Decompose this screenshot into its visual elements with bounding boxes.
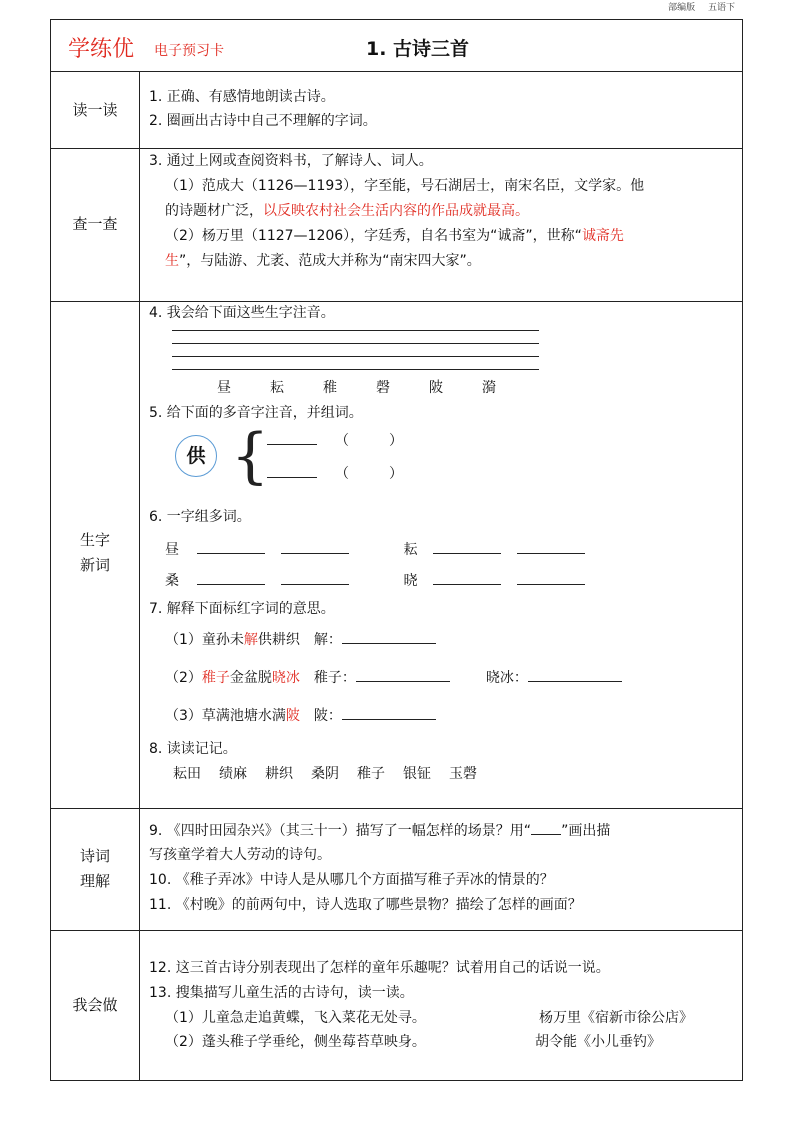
- section-label-poem: 诗词 理解: [79, 847, 110, 890]
- card-subtitle: 电子预习卡: [154, 43, 224, 59]
- fan-chengda-line-1: （1）范成大（1126—1193），字至能，号石湖居士，南宋名臣，文学家。他: [165, 178, 645, 194]
- question-9-cont: 写孩童学着大人劳动的诗句。: [149, 847, 331, 863]
- yang-wanli-line-2: [149, 251, 481, 271]
- poem-source-1: 杨万里《宿新市徐公店》: [539, 1010, 693, 1026]
- pinyin-line: [172, 343, 539, 344]
- polyphone-character: 供: [175, 435, 217, 477]
- yang-highlight: 诚斋先: [581, 228, 624, 244]
- question-10: 10. 《稚子弄冰》中诗人是从哪几个方面描写稚子弄冰的情景的？: [149, 872, 554, 888]
- polyphone-blank-1: （ ）: [267, 430, 403, 451]
- fan-chengda-line-2: [149, 201, 529, 221]
- row-divider: [51, 930, 742, 931]
- row-divider: [51, 301, 742, 302]
- section-vocab-content: [149, 303, 730, 803]
- explain-1: （1）童孙未解供耕织 解：: [149, 629, 436, 650]
- pinyin-line: [172, 330, 539, 331]
- poem-source-2: 胡令能《小儿垂钓》: [535, 1034, 661, 1050]
- poem-line-1: （1）儿童急走追黄蝶，飞入菜花无处寻。: [165, 1010, 426, 1026]
- read-item-1: 1. 正确、有感情地朗读古诗。: [149, 89, 335, 105]
- explain-2: （2）稚子金盆脱晓冰 稚子： 晓冰：: [149, 667, 622, 688]
- fan-text: 的诗题材广泛，: [165, 203, 263, 219]
- question-6: 6. 一字组多词。: [149, 509, 251, 525]
- fan-highlight: 以反映农村社会生活内容的作品成就最高。: [263, 203, 529, 219]
- group-row-1: [165, 539, 585, 560]
- section-label-check: 查一查: [72, 215, 118, 233]
- edition-label: 部编版: [668, 3, 696, 13]
- group-row-2: [165, 570, 585, 591]
- char: 磬: [376, 380, 390, 396]
- poem-line-2: （2）蓬头稚子学垂纶，侧坐莓苔草映身。: [165, 1034, 426, 1050]
- brand-logo-text: 学练优: [68, 37, 135, 62]
- pinyin-line: [172, 356, 539, 357]
- question-4: 4. 我会给下面这些生字注音。: [149, 305, 335, 321]
- yang-text: （2）杨万里（1127—1206），字廷秀，自名书室为“诚斋”，世称“: [165, 228, 582, 244]
- yang-text-cont: ”，与陆游、尤袤、范成大并称为“南宋四大家”。: [179, 253, 481, 269]
- word-list: 耘田 绩麻 耕织 桑阴 稚子 银钲 玉磬: [173, 766, 477, 782]
- question-12: 12. 这三首古诗分别表现出了怎样的童年乐趣呢？试着用自己的话说一说。: [149, 960, 610, 976]
- char: 昼: [217, 380, 231, 396]
- section-label-do: 我会做: [72, 996, 118, 1014]
- pinyin-characters: [217, 378, 535, 398]
- section-label-vocab: 生字 新词: [79, 531, 110, 574]
- char: 耘: [403, 542, 418, 558]
- char: 稚: [323, 380, 337, 396]
- read-item-2: 2. 圈画出古诗中自己不理解的字词。: [149, 113, 377, 129]
- grade-label: 五语下: [707, 3, 735, 13]
- column-divider: [139, 71, 140, 1081]
- char: 昼: [165, 542, 179, 558]
- question-8: 8. 读读记记。: [149, 741, 237, 757]
- preview-card: [50, 19, 743, 1081]
- question-7: 7. 解释下面标红字词的意思。: [149, 601, 335, 617]
- section-label-read: 读一读: [72, 101, 118, 119]
- char: 耘: [270, 380, 284, 396]
- question-11: 11. 《村晚》的前两句中，诗人选取了哪些景物？描绘了怎样的画面？: [149, 897, 582, 913]
- row-divider: [51, 148, 742, 149]
- polyphone-blank-2: （ ）: [267, 463, 403, 484]
- char: 晓: [403, 573, 418, 589]
- page-header: [668, 0, 735, 13]
- question-9: 9. 《四时田园杂兴》（其三十一）描写了一幅怎样的场景？用“ ”画出描: [149, 820, 610, 841]
- char: 漪: [482, 380, 496, 396]
- question-3: 3. 通过上网或查阅资料书，了解诗人、词人。: [149, 153, 433, 169]
- row-divider: [51, 808, 742, 809]
- explain-3: （3）草满池塘水满陂 陂：: [149, 705, 436, 726]
- brace: {: [231, 421, 270, 491]
- question-5: 5. 给下面的多音字注音，并组词。: [149, 405, 363, 421]
- pinyin-line: [172, 369, 539, 370]
- question-13: 13. 搜集描写儿童生活的古诗句，读一读。: [149, 985, 414, 1001]
- yang-wanli-line-1: [149, 226, 624, 246]
- char: 桑: [165, 573, 179, 589]
- yang-highlight-cont: 生: [165, 253, 179, 269]
- char: 陂: [429, 380, 443, 396]
- lesson-title: 1. 古诗三首: [366, 38, 470, 60]
- row-divider: [51, 71, 742, 72]
